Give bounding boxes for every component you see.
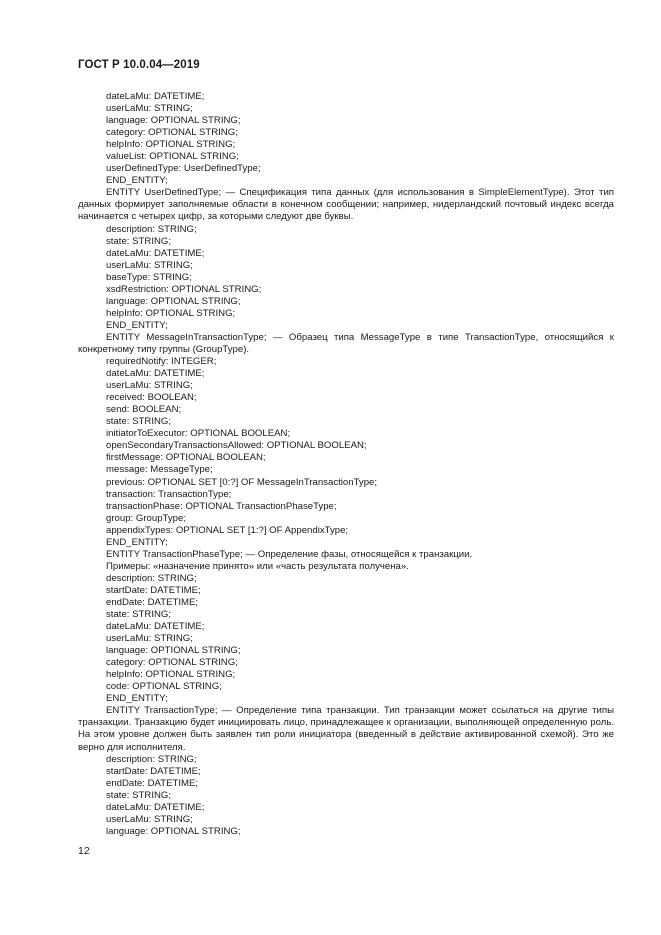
text-line: message: MessageType; (106, 464, 213, 476)
text-line: category: OPTIONAL STRING; (106, 657, 238, 669)
text-line: transactionPhase: OPTIONAL TransactionPhaseType; (106, 500, 337, 512)
text-line: END_ENTITY; (106, 175, 168, 187)
text-line: END_ENTITY; (106, 319, 168, 331)
text-line: firstMessage: OPTIONAL BOOLEAN; (106, 452, 266, 464)
text-line: previous: OPTIONAL SET [0:?] OF MessageInTransactionType; (106, 476, 378, 488)
text-line: xsdRestriction: OPTIONAL STRING; (106, 283, 262, 295)
text-line: description: STRING; (106, 223, 197, 235)
document-header: ГОСТ Р 10.0.04—2019 (78, 59, 200, 71)
text-line: helpInfo: OPTIONAL STRING; (106, 307, 236, 319)
text-line: endDate: DATETIME; (106, 596, 199, 608)
text-line: END_ENTITY; (106, 536, 168, 548)
text-line: helpInfo: OPTIONAL STRING; (106, 669, 236, 681)
text-line: language: OPTIONAL STRING; (106, 645, 241, 657)
text-line: description: STRING; (106, 753, 197, 765)
text-line: dateLaMu: DATETIME; (106, 247, 205, 259)
text-line: requiredNotify: INTEGER; (106, 356, 217, 368)
text-line: state: STRING; (106, 416, 172, 428)
text-line: baseType: STRING; (106, 271, 192, 283)
text-line: description: STRING; (106, 572, 197, 584)
text-line: received: BOOLEAN; (106, 392, 197, 404)
text-line: group: GroupType; (106, 512, 186, 524)
text-line: openSecondaryTransactionsAllowed: OPTIONAL BOOLEAN; (106, 440, 367, 452)
text-line: helpInfo: OPTIONAL STRING; (106, 139, 236, 151)
text-line: language: OPTIONAL STRING; (106, 825, 241, 837)
text-line: endDate: DATETIME; (106, 777, 199, 789)
text-paragraph: ENTITY MessageInTransactionType; — Образец типа MessageType в типе TransactionType, относящийся к конкретному типу группы (GroupType). (78, 331, 614, 355)
text-line: state: STRING; (106, 609, 172, 621)
text-line: userLaMu: STRING; (106, 813, 193, 825)
text-line: category: OPTIONAL STRING; (106, 127, 238, 139)
text-paragraph: ENTITY UserDefinedType; — Спецификация типа данных (для использования в SimpleElementType). Этот тип данных формирует заполняемые области в конечном сообщении; например, нидерландский почтовый индекс всегда начинается с четырех цифр, за которыми следуют две буквы. (78, 187, 614, 223)
page-number: 12 (78, 845, 90, 857)
text-line: dateLaMu: DATETIME; (106, 91, 205, 102)
text-line: userLaMu: STRING; (106, 380, 193, 392)
text-line: ENTITY TransactionPhaseType; — Определение фазы, относящейся к транзакции. (106, 548, 473, 560)
text-line: startDate: DATETIME; (106, 765, 201, 777)
text-line: userLaMu: STRING; (106, 633, 193, 645)
text-line: END_ENTITY; (106, 693, 168, 705)
text-paragraph: ENTITY TransactionType; — Определение типа транзакции. Тип транзакции может ссылаться на другие типы транзакции. Транзакцию будет инициировать лицо, принадлежащее к организации, выполняющей определенную роль. На этом уровне должен быть заявлен тип роли инициатора (введенный в действие активированной схемой). Это же верно для исполнителя. (78, 705, 614, 753)
text-line: Примеры: «назначение принято» или «часть результата получена». (106, 560, 409, 572)
text-line: language: OPTIONAL STRING; (106, 295, 241, 307)
text-line: state: STRING; (106, 789, 172, 801)
text-line: dateLaMu: DATETIME; (106, 801, 205, 813)
text-line: dateLaMu: DATETIME; (106, 368, 205, 380)
text-line: state: STRING; (106, 235, 172, 247)
text-line: startDate: DATETIME; (106, 584, 201, 596)
text-line: userLaMu: STRING; (106, 259, 193, 271)
text-line: userLaMu: STRING; (106, 103, 193, 115)
text-line: send: BOOLEAN; (106, 404, 182, 416)
text-line: initiatorToExecutor: OPTIONAL BOOLEAN; (106, 428, 291, 440)
text-line: appendixTypes: OPTIONAL SET [1:?] OF AppendixType; (106, 524, 349, 536)
text-line: language: OPTIONAL STRING; (106, 115, 241, 127)
text-line: transaction: TransactionType; (106, 488, 232, 500)
text-line: dateLaMu: DATETIME; (106, 621, 205, 633)
text-line: userDefinedType: UserDefinedType; (106, 163, 261, 175)
text-line: valueList: OPTIONAL STRING; (106, 151, 239, 163)
text-line: code: OPTIONAL STRING; (106, 681, 222, 693)
document-body (78, 91, 614, 838)
